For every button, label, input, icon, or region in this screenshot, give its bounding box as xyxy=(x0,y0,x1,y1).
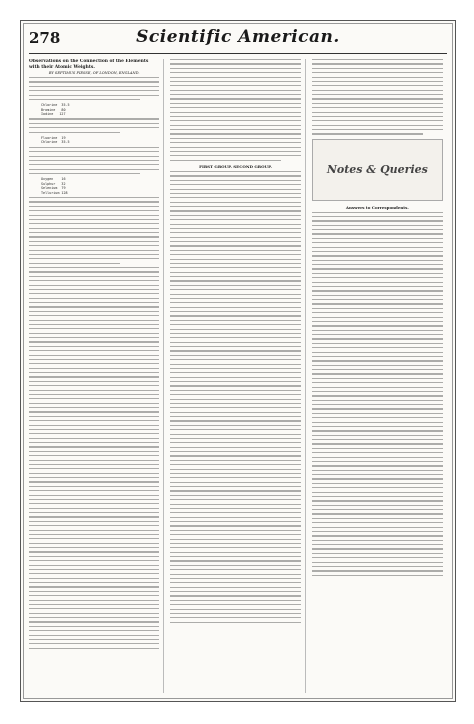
paragraph xyxy=(29,197,159,264)
paragraph xyxy=(170,59,300,161)
newspaper-page xyxy=(20,20,456,702)
page-header xyxy=(29,27,447,53)
paragraph xyxy=(29,147,159,174)
paragraph xyxy=(312,212,443,576)
paragraph xyxy=(170,171,300,623)
atomic-table: Chlorine 35.5 Bromine 80 Iodine 127 xyxy=(41,103,70,117)
column-middle xyxy=(170,59,305,693)
atomic-table: Fluorine 19 Chlorine 35.5 xyxy=(41,135,70,145)
column-left xyxy=(29,59,164,693)
atomic-table: Oxygen 16 Sulphur 32 Selenium 79 Tellurium 128 xyxy=(41,177,68,195)
decorative-heading-cut xyxy=(312,139,443,201)
text-columns xyxy=(29,59,447,693)
cut-label: Notes & Queries xyxy=(326,163,428,177)
column-right xyxy=(312,59,447,693)
paragraph xyxy=(312,59,443,135)
paragraph xyxy=(29,118,159,132)
paragraph xyxy=(29,267,159,649)
section-heading: Answers to Correspondents. xyxy=(345,204,409,210)
masthead: Scientific American. xyxy=(136,27,340,47)
table-heading: FIRST GROUP. SECOND GROUP. xyxy=(199,164,272,169)
page-number: 278 xyxy=(29,29,61,47)
header-rule xyxy=(29,53,447,54)
paragraph xyxy=(29,77,159,100)
article-byline: BY SEPTIMUS PIESSE, OF LONDON, ENGLAND. xyxy=(48,71,140,75)
article-title: Observations on the Connection of the Elements with their Atomic Weights. xyxy=(29,59,149,70)
